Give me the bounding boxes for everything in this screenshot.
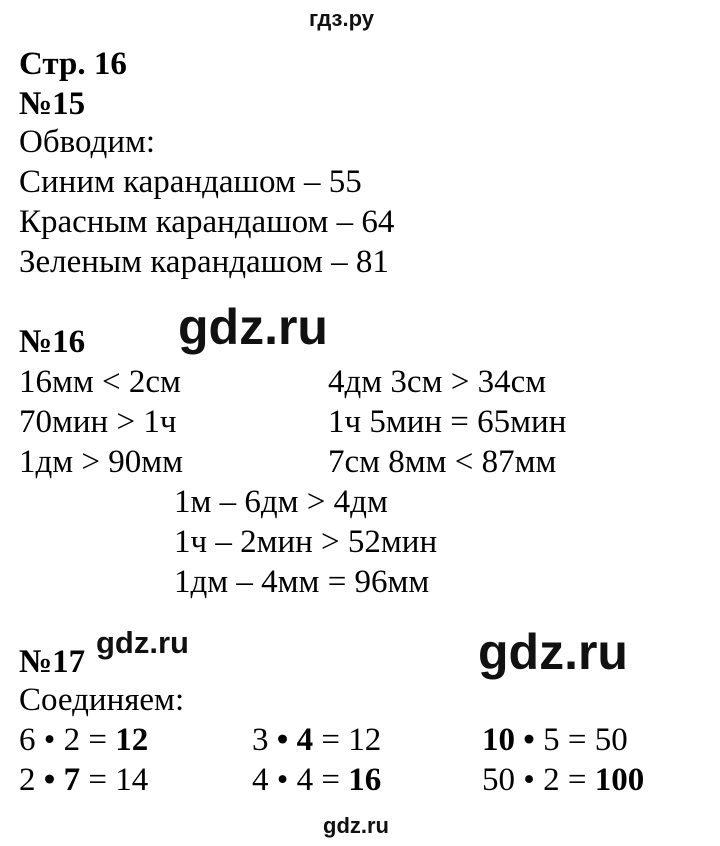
equation xyxy=(19,720,148,760)
operator: • xyxy=(515,722,544,758)
factor: 4 xyxy=(252,762,269,798)
equals-sign: = xyxy=(559,722,595,758)
task-15-intro: Обводим: xyxy=(19,124,156,160)
operator: • xyxy=(268,762,297,798)
task-16-center-item: 1м – 6дм > 4дм xyxy=(174,484,388,520)
factor: 7 xyxy=(63,762,81,798)
task-17-number: №17 xyxy=(19,644,86,680)
task-16-left-item: 16мм < 2см xyxy=(19,364,181,400)
result: 14 xyxy=(115,762,149,798)
equation xyxy=(482,720,628,760)
task-15-line: Красным карандашом – 64 xyxy=(19,204,395,240)
operator: • xyxy=(35,762,64,798)
operator: • xyxy=(268,722,297,758)
task-16-right-item: 4дм 3см > 34см xyxy=(328,364,547,400)
task-17-intro: Соединяем: xyxy=(19,682,185,718)
task-15-number: №15 xyxy=(19,86,86,122)
factor: 2 xyxy=(19,762,36,798)
result: 100 xyxy=(594,762,645,798)
factor: 4 xyxy=(296,722,314,758)
task-16-right-item: 7см 8мм < 87мм xyxy=(328,444,557,480)
factor: 4 xyxy=(296,762,314,798)
factor: 6 xyxy=(19,722,36,758)
equals-sign: = xyxy=(559,762,595,798)
result: 12 xyxy=(348,722,382,758)
equals-sign: = xyxy=(313,762,349,798)
operator: • xyxy=(35,722,64,758)
factor: 3 xyxy=(252,722,269,758)
factor: 2 xyxy=(543,762,560,798)
factor: 5 xyxy=(543,722,560,758)
equation xyxy=(252,760,381,800)
task-15-line: Зеленым карандашом – 81 xyxy=(19,244,389,280)
watermark-top: гдз.ру xyxy=(309,6,374,31)
watermark-medium: gdz.ru xyxy=(96,625,189,660)
equals-sign: = xyxy=(80,762,116,798)
equation xyxy=(252,720,381,760)
equals-sign: = xyxy=(313,722,349,758)
watermark-bottom: gdz.ru xyxy=(323,813,389,838)
watermark-large: gdz.ru xyxy=(178,299,328,355)
watermark-large-right: gdz.ru xyxy=(478,624,628,680)
equation xyxy=(482,760,644,800)
task-16-left-item: 70мин > 1ч xyxy=(19,404,177,440)
task-16-left-item: 1дм > 90мм xyxy=(19,444,184,480)
equation xyxy=(19,760,148,800)
factor: 50 xyxy=(482,762,515,798)
equals-sign: = xyxy=(80,722,116,758)
task-15-line: Синим карандашом – 55 xyxy=(19,164,362,200)
task-16-center-item: 1ч – 2мин > 52мин xyxy=(174,524,438,560)
result: 12 xyxy=(115,722,149,758)
task-16-right-item: 1ч 5мин = 65мин xyxy=(328,404,567,440)
factor: 10 xyxy=(482,722,515,758)
operator: • xyxy=(515,762,544,798)
factor: 2 xyxy=(63,722,81,758)
task-16-number: №16 xyxy=(19,324,86,360)
task-16-center-item: 1дм – 4мм = 96мм xyxy=(174,564,430,600)
result: 50 xyxy=(594,722,628,758)
page-number: Стр. 16 xyxy=(19,46,127,82)
result: 16 xyxy=(348,762,382,798)
